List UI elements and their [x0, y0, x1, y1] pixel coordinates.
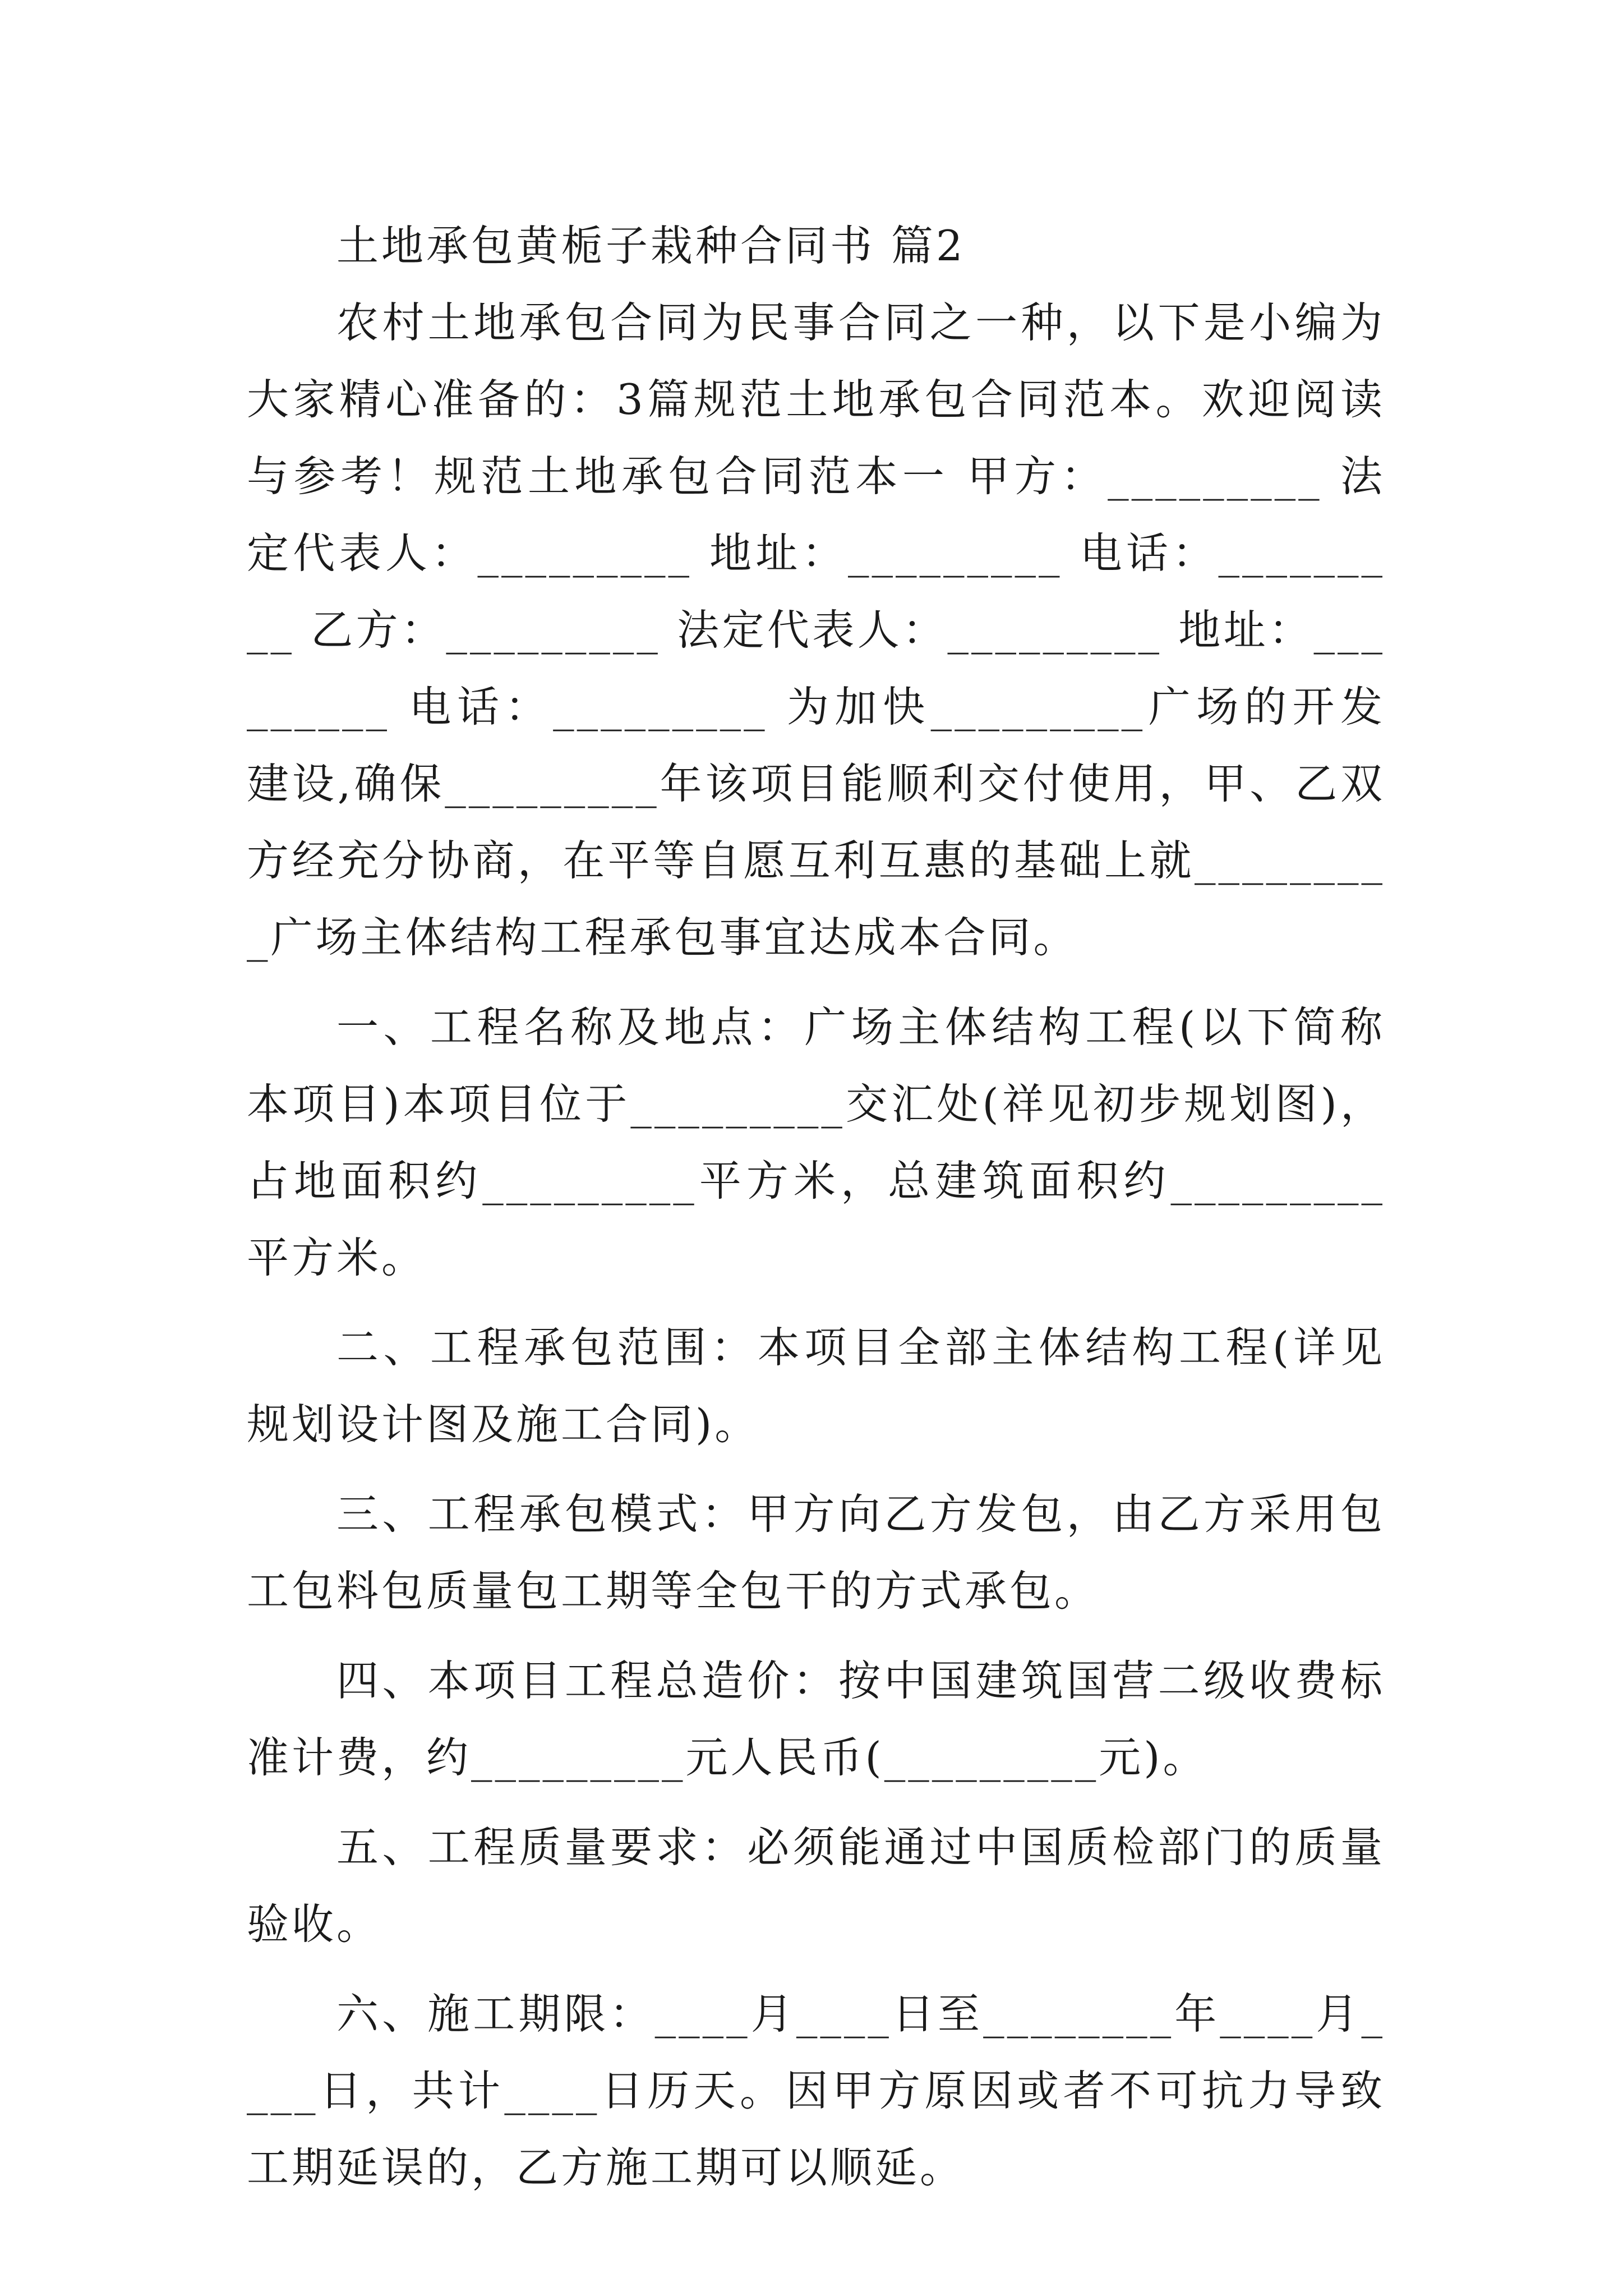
document-body	[247, 208, 1385, 2219]
paragraph-clause-4: 四、本项目工程总造价：按中国建筑国营二级收费标准计费，约_________元人民币(_________元)。	[247, 1656, 1385, 1782]
paragraph-clause-5: 五、工程质量要求：必须能通过中国质检部门的质量验收。	[247, 1823, 1385, 1949]
paragraph-clause-3: 三、工程承包模式：甲方向乙方发包，由乙方采用包工包料包质量包工期等全包干的方式承包。	[247, 1489, 1385, 1616]
document-title: 土地承包黄栀子栽种合同书 篇2	[336, 221, 966, 270]
paragraph-clause-2: 二、工程承包范围：本项目全部主体结构工程(详见规划设计图及施工合同)。	[247, 1323, 1385, 1449]
paragraph-intro: 农村土地承包合同为民事合同之一种，以下是小编为大家精心准备的：3篇规范土地承包合同范本。欢迎阅读与参考！规范土地承包合同范本一 甲方：_________ 法定代表人：_________ 地址：_________ 电话：_________ 乙方：_________ 法定代表人：_________ 地址：_________ 电话：_________ 为加快_________广场的开发建设,确保_________年该项目能顺利交付使用，甲、乙双方经充分协商，在平等自愿互利互惠的基础上就_________广场主体结构工程承包事宜达成本合同。	[247, 298, 1385, 962]
paragraph-clause-1: 一、工程名称及地点：广场主体结构工程(以下简称本项目)本项目位于_________交汇处(祥见初步规划图)，占地面积约_________平方米，总建筑面积约_________平方米。	[247, 1002, 1385, 1282]
paragraph-clause-6: 六、施工期限：____月____日至________年____月____日，共计____日历天。因甲方原因或者不可抗力导致工期延误的，乙方施工期可以顺延。	[247, 1989, 1385, 2192]
